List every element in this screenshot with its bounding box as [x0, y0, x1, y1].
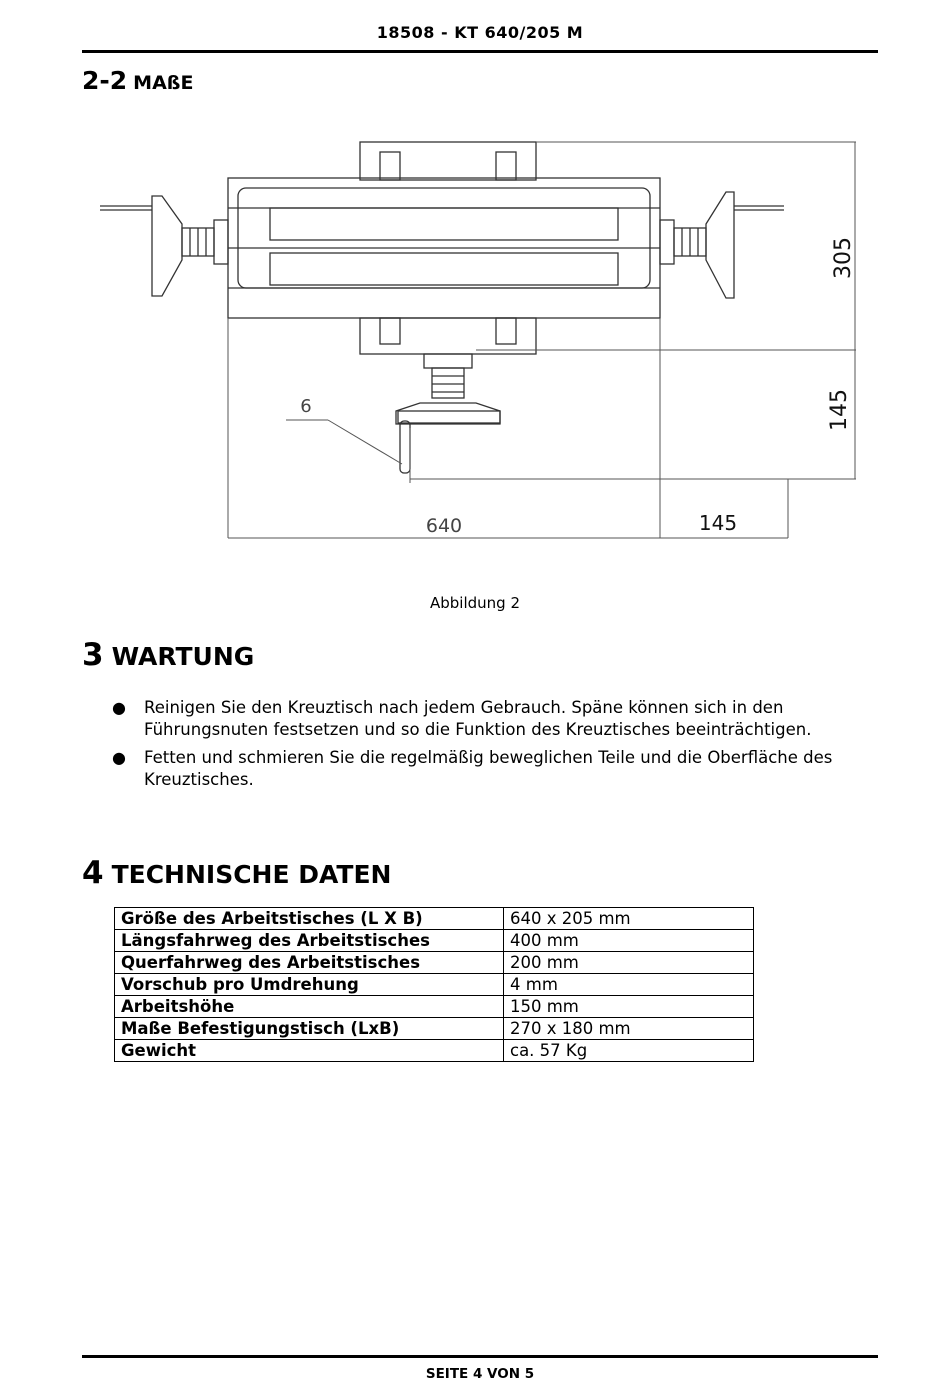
section-3-heading: [82, 637, 254, 673]
dim-640-label: 640: [425, 515, 463, 537]
spec-label: Arbeitshöhe: [115, 996, 504, 1018]
dim-145-bottom-label: 145: [698, 511, 738, 535]
table-row: [115, 952, 754, 974]
table-row: [115, 1018, 754, 1040]
spec-label: Längsfahrweg des Arbeitstisches: [115, 930, 504, 952]
page-footer: [82, 1355, 878, 1386]
section-number: 4: [82, 855, 104, 891]
bullet-icon: ●: [112, 748, 126, 767]
spec-value: 270 x 180 mm: [504, 1018, 754, 1040]
part-6-label: 6: [300, 396, 312, 417]
table-row: [115, 930, 754, 952]
header-title: 18508 - KT 640/205 M: [376, 23, 584, 42]
page-header: [82, 20, 878, 53]
spec-value: 150 mm: [504, 996, 754, 1018]
top-guide-block: [360, 142, 536, 180]
table-row: [115, 1040, 754, 1062]
spec-value: 4 mm: [504, 974, 754, 996]
spec-value: ca. 57 Kg: [504, 1040, 754, 1062]
dim-145-right-label: 145: [827, 389, 852, 431]
section-title: WARTUNG: [111, 642, 255, 671]
dimension-drawing: [80, 128, 880, 558]
section-number: 2-2: [82, 66, 128, 95]
maintenance-list: [112, 697, 872, 797]
list-item-text: Fetten und schmieren Sie die regelmäßig beweglichen Teile und die Oberfläche des Kreuztisches.: [144, 748, 833, 789]
spec-label: Maße Befestigungstisch (LxB): [115, 1018, 504, 1040]
technical-data-table: [114, 907, 754, 1062]
section-title: TECHNISCHE DATEN: [111, 860, 392, 889]
bottom-handle: [400, 421, 410, 473]
bullet-icon: ●: [112, 698, 126, 717]
list-item: [112, 697, 872, 741]
spec-label: Vorschub pro Umdrehung: [115, 974, 504, 996]
right-handwheel: [706, 192, 734, 298]
figure-caption: Abbildung 2: [429, 594, 520, 612]
table-row: [115, 996, 754, 1018]
page-number: SEITE 4 VON 5: [425, 1366, 535, 1382]
spec-value: 400 mm: [504, 930, 754, 952]
section-title: MAßE: [133, 72, 194, 94]
spec-label: Gewicht: [115, 1040, 504, 1062]
table-row: [115, 974, 754, 996]
spec-value: 200 mm: [504, 952, 754, 974]
table-row: [115, 908, 754, 930]
dim-305-label: 305: [831, 237, 856, 279]
section-number: 3: [82, 637, 104, 673]
spec-value: 640 x 205 mm: [504, 908, 754, 930]
spec-label: Größe des Arbeitstisches (L X B): [115, 908, 504, 930]
saddle: [360, 318, 536, 354]
spec-label: Querfahrweg des Arbeitstisches: [115, 952, 504, 974]
list-item: [112, 747, 872, 791]
left-handwheel: [152, 196, 182, 296]
section-2-2-heading: [82, 66, 193, 95]
section-4-heading: [82, 855, 391, 891]
list-item-text: Reinigen Sie den Kreuztisch nach jedem Gebrauch. Späne können sich in den Führungsnuten festsetzen und so die Funktion des Kreuztisches beeinträchtigen.: [144, 698, 812, 739]
